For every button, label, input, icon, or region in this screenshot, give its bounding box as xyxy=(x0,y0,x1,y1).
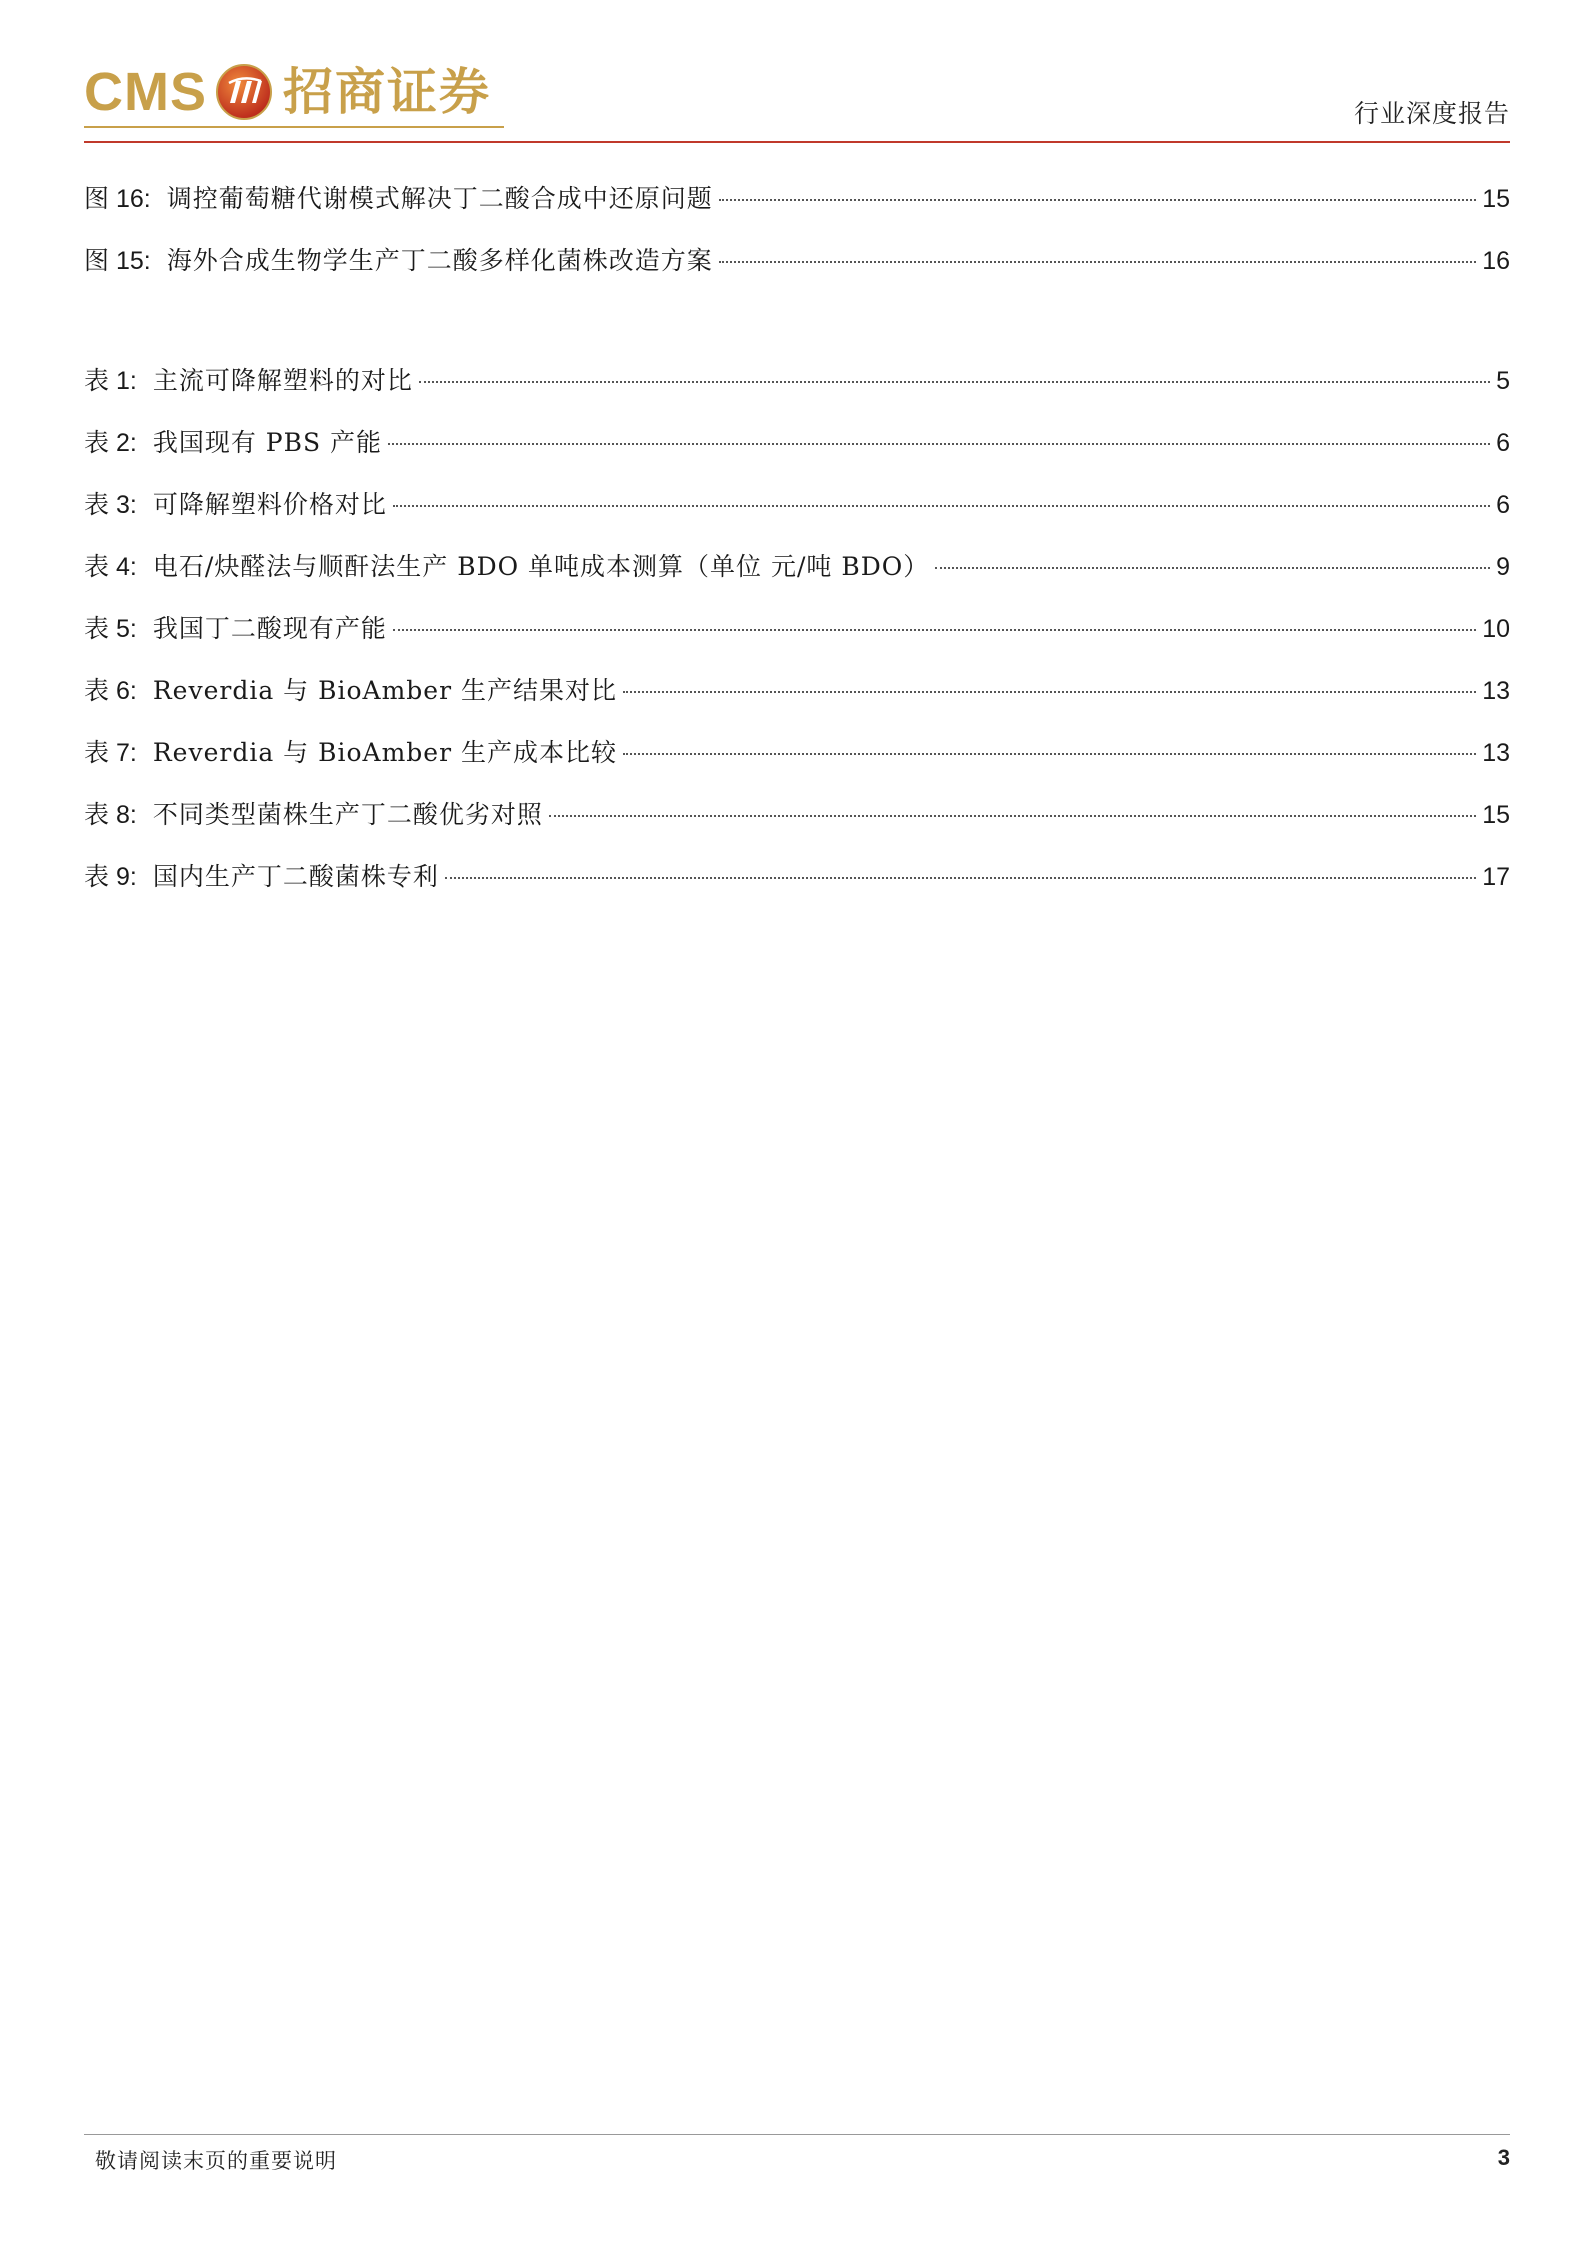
page-number: 3 xyxy=(1497,2145,1510,2170)
toc-entry-label: 表 5: xyxy=(84,614,137,643)
toc-entry-label: 表 2: xyxy=(84,428,137,457)
toc-entry-title: 海外合成生物学生产丁二酸多样化菌株改造方案 xyxy=(166,246,713,275)
toc-entry-page: 10 xyxy=(1482,615,1510,643)
dot-leader xyxy=(549,815,1476,817)
dot-leader xyxy=(623,753,1476,755)
toc-entry-page: 6 xyxy=(1496,429,1510,457)
toc-entry-page: 5 xyxy=(1496,367,1510,395)
report-type: 行业深度报告 xyxy=(1353,99,1510,128)
toc-entry-label: 表 3: xyxy=(84,490,137,519)
toc-entry-title: 主流可降解塑料的对比 xyxy=(152,366,413,395)
toc-entry-table-9[interactable] xyxy=(84,846,1510,908)
toc-entry-label: 表 1: xyxy=(84,366,137,395)
dot-leader xyxy=(393,505,1490,507)
toc-entry-table-6[interactable] xyxy=(84,660,1510,722)
toc-entry-page: 15 xyxy=(1482,801,1510,829)
header-divider xyxy=(84,141,1510,143)
logo-emblem-icon xyxy=(215,63,273,121)
company-logo xyxy=(84,60,491,124)
table-list xyxy=(84,350,1510,908)
dot-leader xyxy=(935,567,1490,569)
toc-entry-figure-15[interactable] xyxy=(84,230,1510,292)
dot-leader xyxy=(393,629,1476,631)
footer-disclaimer-note: 敬请阅读末页的重要说明 xyxy=(95,2149,337,2173)
dot-leader xyxy=(445,877,1476,879)
toc-entry-page: 6 xyxy=(1496,491,1510,519)
toc-entry-table-3[interactable] xyxy=(84,474,1510,536)
toc-entry-label: 图 15: xyxy=(84,246,151,275)
toc-entry-label: 表 9: xyxy=(84,862,137,891)
logo-chinese-text: 招商证券 xyxy=(283,62,491,121)
toc-entry-page: 13 xyxy=(1482,739,1510,767)
dot-leader xyxy=(719,199,1476,201)
toc-entry-figure-16[interactable] xyxy=(84,168,1510,230)
list-of-figures-and-tables xyxy=(84,168,1510,908)
toc-entry-table-7[interactable] xyxy=(84,722,1510,784)
toc-entry-label: 表 7: xyxy=(84,738,137,767)
toc-entry-title: 我国现有 PBS 产能 xyxy=(152,428,383,457)
logo-latin-text: CMS xyxy=(84,62,207,122)
toc-entry-table-5[interactable] xyxy=(84,598,1510,660)
figure-list xyxy=(84,168,1510,292)
toc-entry-title: 可降解塑料价格对比 xyxy=(152,490,387,519)
dot-leader xyxy=(719,261,1476,263)
toc-entry-title: 调控葡萄糖代谢模式解决丁二酸合成中还原问题 xyxy=(166,184,713,213)
toc-entry-page: 17 xyxy=(1482,863,1510,891)
toc-entry-page: 9 xyxy=(1496,553,1510,581)
toc-entry-label: 表 6: xyxy=(84,676,137,705)
toc-entry-table-1[interactable] xyxy=(84,350,1510,412)
logo-underline xyxy=(84,126,504,128)
toc-entry-table-2[interactable] xyxy=(84,412,1510,474)
toc-entry-label: 表 8: xyxy=(84,800,137,829)
toc-entry-title: 国内生产丁二酸菌株专利 xyxy=(152,862,439,891)
dot-leader xyxy=(419,381,1490,383)
toc-entry-label: 图 16: xyxy=(84,184,151,213)
toc-entry-page: 13 xyxy=(1482,677,1510,705)
toc-entry-title: 我国丁二酸现有产能 xyxy=(152,614,387,643)
dot-leader xyxy=(388,443,1490,445)
page-header xyxy=(84,54,1510,144)
toc-entry-table-4[interactable] xyxy=(84,536,1510,598)
footer-divider xyxy=(84,2134,1510,2135)
toc-entry-page: 15 xyxy=(1482,185,1510,213)
dot-leader xyxy=(623,691,1476,693)
toc-entry-page: 16 xyxy=(1482,247,1510,275)
toc-entry-title: 不同类型菌株生产丁二酸优劣对照 xyxy=(152,800,543,829)
toc-entry-title: Reverdia 与 BioAmber 生产结果对比 xyxy=(152,676,617,705)
toc-entry-title: Reverdia 与 BioAmber 生产成本比较 xyxy=(152,738,617,767)
toc-entry-label: 表 4: xyxy=(84,552,137,581)
toc-entry-title: 电石/炔醛法与顺酐法生产 BDO 单吨成本测算（单位 元/吨 BDO） xyxy=(152,552,930,581)
toc-entry-table-8[interactable] xyxy=(84,784,1510,846)
